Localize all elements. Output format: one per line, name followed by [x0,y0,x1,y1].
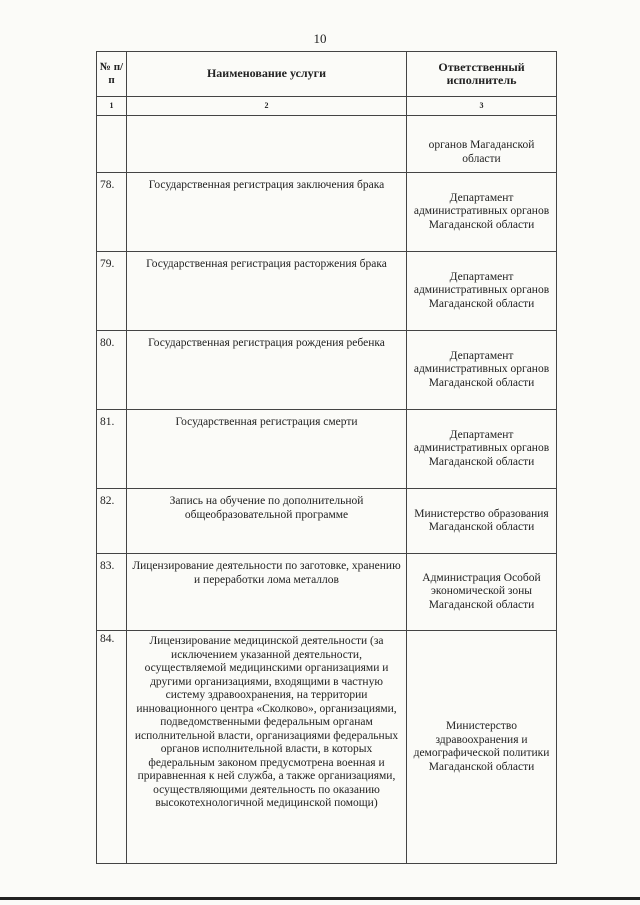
responsible-executor: органов Магаданской области [407,116,557,173]
table-row [97,116,557,173]
service-name [127,116,407,173]
table-row [97,554,557,631]
page-number: 10 [313,31,327,46]
row-number: 80. [97,331,127,410]
column-index-row [97,97,557,116]
row-number: 81. [97,410,127,489]
service-name: Государственная регистрация рождения ребенка [127,331,407,410]
header-service-name: Наименование услуги [127,52,407,97]
table-row [97,489,557,554]
service-name: Государственная регистрация заключения брака [127,173,407,252]
responsible-executor: Администрация Особой экономической зоны Магаданской области [407,554,557,631]
table-row [97,410,557,489]
table-row [97,631,557,864]
table-header-row [97,52,557,97]
service-name: Запись на обучение по дополнительной общеобразовательной программе [127,489,407,554]
table-row [97,173,557,252]
page-bottom-edge [0,897,640,900]
column-index: 1 [97,97,127,116]
responsible-executor: Департамент административных органов Магаданской области [407,252,557,331]
row-number [97,116,127,173]
services-table [96,51,557,864]
column-index: 3 [407,97,557,116]
responsible-executor: Министерство образования Магаданской области [407,489,557,554]
table-row [97,252,557,331]
column-index: 2 [127,97,407,116]
service-name: Лицензирование медицинской деятельности (за исключением указанной деятельности, осуществляемой медицинскими организациями и другими организациями, входящими в частную систему здравоохранения, на территории инновационного центра «Сколково», организациями, подведомственными федеральным органам исполнительной власти, организациями федеральных органов исполнительной власти, в которых федеральным законом предусмотрена военная и приравненная к ней служба, а также организациями, осуществляющими деятельность по оказанию высокотехнологичной медицинской помощи) [127,631,407,864]
table-row [97,331,557,410]
row-number: 84. [97,631,127,864]
service-name: Государственная регистрация расторжения брака [127,252,407,331]
row-number: 79. [97,252,127,331]
row-number: 83. [97,554,127,631]
service-name: Государственная регистрация смерти [127,410,407,489]
row-number: 78. [97,173,127,252]
responsible-executor: Департамент административных органов Магаданской области [407,410,557,489]
responsible-executor: Департамент административных органов Магаданской области [407,173,557,252]
header-responsible: Ответственный исполнитель [407,52,557,97]
header-number: № п/п [97,52,127,97]
row-number: 82. [97,489,127,554]
responsible-executor: Министерство здравоохранения и демографической политики Магаданской области [407,631,557,864]
responsible-executor: Департамент административных органов Магаданской области [407,331,557,410]
service-name: Лицензирование деятельности по заготовке, хранению и переработки лома металлов [127,554,407,631]
